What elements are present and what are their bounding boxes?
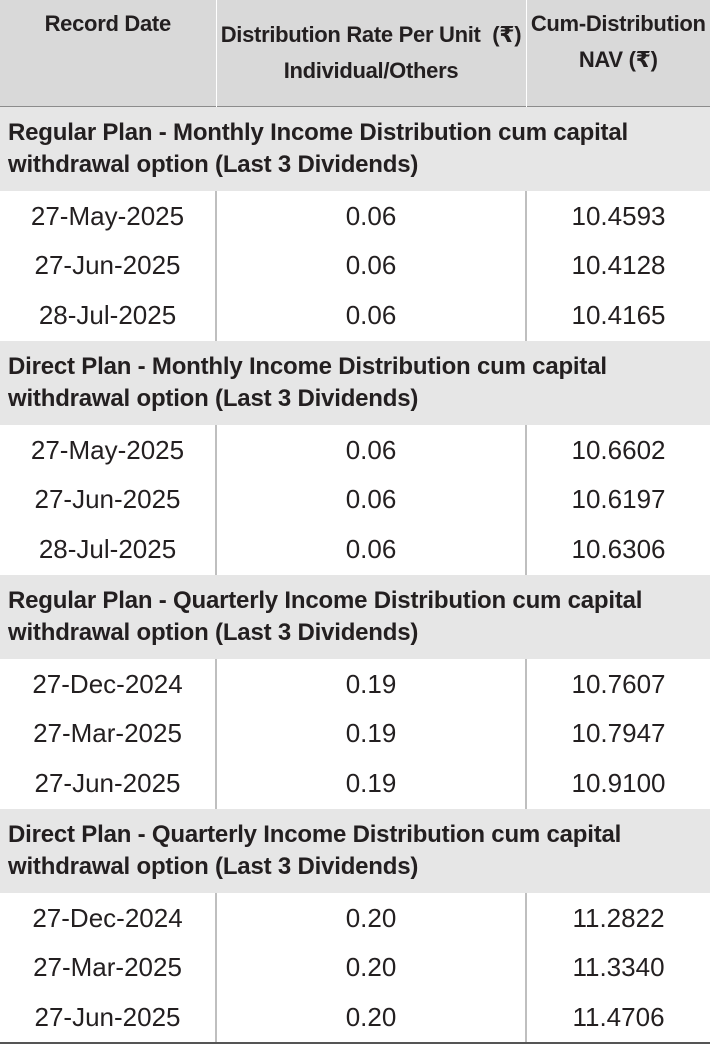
section-heading-row (0, 575, 710, 659)
table-header (0, 0, 710, 107)
record-date-cell: 27-Mar-2025 (0, 709, 216, 759)
table-row (0, 893, 710, 943)
section-title-line1: Regular Plan - Quarterly Income Distribution cum capital (8, 586, 643, 614)
nav-header-line2: NAV (₹) (578, 47, 658, 72)
section-title (0, 341, 710, 425)
table-row (0, 709, 710, 759)
record-date-cell: 27-May-2025 (0, 191, 216, 241)
table-body (0, 107, 710, 1043)
nav-cell: 10.4593 (571, 201, 666, 231)
rate-header-line1: Distribution Rate Per Unit (₹) (220, 22, 522, 47)
rate-cell: 0.19 (216, 759, 526, 809)
table-row (0, 191, 710, 241)
rate-cell: 0.06 (216, 241, 526, 291)
record-date-cell: 28-Jul-2025 (0, 291, 216, 341)
nav-cell: 11.3340 (572, 952, 665, 982)
section-title (0, 107, 710, 191)
section-title (0, 575, 710, 659)
section-title-line1: Direct Plan - Monthly Income Distribution cum capital (8, 352, 607, 380)
header-row (0, 0, 710, 107)
section-heading-row (0, 341, 710, 425)
section-heading-row (0, 107, 710, 191)
record-date-cell: 28-Jul-2025 (0, 525, 216, 575)
table-row (0, 291, 710, 341)
table-row (0, 943, 710, 993)
section-title (0, 809, 710, 893)
rate-cell: 0.19 (216, 709, 526, 759)
nav-header-line1: Cum-Distribution (530, 11, 706, 36)
record-date-cell: 27-Jun-2025 (0, 241, 216, 291)
nav-cell: 10.9100 (571, 768, 666, 798)
section-title-line2: withdrawal option (Last 3 Dividends) (8, 852, 419, 880)
nav-cell: 10.6602 (571, 435, 666, 465)
table-row (0, 475, 710, 525)
section-title-line2: withdrawal option (Last 3 Dividends) (8, 150, 419, 178)
record-date-cell: 27-Mar-2025 (0, 943, 216, 993)
rate-cell: 0.06 (216, 475, 526, 525)
nav-cell: 10.7607 (571, 669, 666, 699)
section-title-line2: withdrawal option (Last 3 Dividends) (8, 384, 419, 412)
nav-cell: 10.6306 (571, 534, 666, 564)
record-date-header (0, 0, 216, 107)
table-row (0, 659, 710, 709)
section-title-line1: Regular Plan - Monthly Income Distribution cum capital (8, 118, 628, 146)
table-row (0, 525, 710, 575)
section-title-line1: Direct Plan - Quarterly Income Distribution cum capital (8, 820, 622, 848)
record-date-cell: 27-Jun-2025 (0, 993, 216, 1043)
record-date-cell: 27-Dec-2024 (0, 893, 216, 943)
record-date-header-label: Record Date (44, 11, 171, 36)
record-date-cell: 27-Dec-2024 (0, 659, 216, 709)
nav-cell: 10.4128 (571, 250, 666, 280)
nav-header (526, 0, 710, 107)
nav-cell: 10.7947 (571, 718, 666, 748)
nav-cell: 10.4165 (571, 300, 666, 330)
table-row (0, 425, 710, 475)
rate-cell: 0.20 (216, 993, 526, 1043)
nav-cell: 11.4706 (526, 993, 710, 1043)
rate-header-line2: Individual/Others (283, 58, 459, 83)
nav-cell: 11.2822 (572, 903, 665, 933)
record-date-cell: 27-Jun-2025 (0, 759, 216, 809)
rate-cell: 0.19 (216, 659, 526, 709)
record-date-cell: 27-Jun-2025 (0, 475, 216, 525)
rate-cell: 0.06 (216, 191, 526, 241)
rate-cell: 0.06 (216, 291, 526, 341)
table-row (0, 241, 710, 291)
rate-header (216, 0, 526, 107)
rate-cell: 0.06 (216, 425, 526, 475)
record-date-cell: 27-May-2025 (0, 425, 216, 475)
table-row (0, 759, 710, 809)
nav-cell: 10.6197 (571, 484, 666, 514)
rate-cell: 0.06 (216, 525, 526, 575)
table-row (0, 993, 710, 1043)
section-heading-row (0, 809, 710, 893)
rate-cell: 0.20 (216, 943, 526, 993)
rate-cell: 0.20 (216, 893, 526, 943)
section-title-line2: withdrawal option (Last 3 Dividends) (8, 618, 419, 646)
